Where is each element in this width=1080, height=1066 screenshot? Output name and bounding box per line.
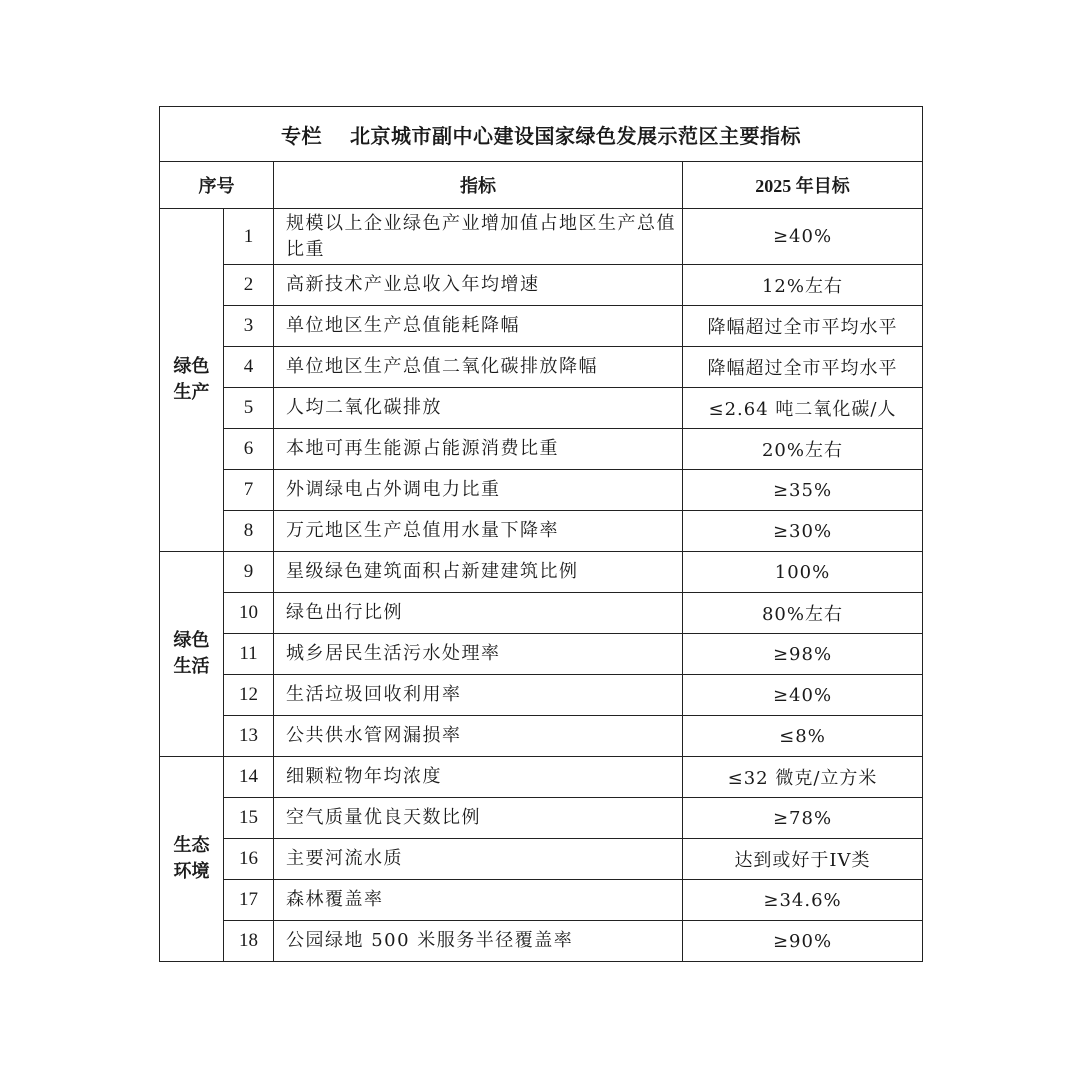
row-number: 15 bbox=[224, 798, 274, 839]
row-target: ≥35% bbox=[683, 470, 923, 511]
row-number: 17 bbox=[224, 880, 274, 921]
row-number: 14 bbox=[224, 757, 274, 798]
row-indicator: 绿色出行比例 bbox=[274, 593, 683, 634]
category-line2: 生活 bbox=[173, 656, 210, 677]
row-number: 7 bbox=[224, 470, 274, 511]
category-line1: 绿色 bbox=[173, 356, 210, 377]
category-line2: 环境 bbox=[173, 861, 210, 882]
table-row bbox=[160, 347, 923, 388]
row-target: ≥34.6% bbox=[683, 880, 923, 921]
row-target: ≤8% bbox=[683, 716, 923, 757]
row-indicator: 生活垃圾回收利用率 bbox=[274, 675, 683, 716]
table-row bbox=[160, 798, 923, 839]
row-target: ≥40% bbox=[683, 675, 923, 716]
row-number: 5 bbox=[224, 388, 274, 429]
row-indicator: 森林覆盖率 bbox=[274, 880, 683, 921]
row-target: 降幅超过全市平均水平 bbox=[683, 306, 923, 347]
table-row bbox=[160, 552, 923, 593]
category-line1: 绿色 bbox=[173, 630, 210, 651]
row-indicator: 本地可再生能源占能源消费比重 bbox=[274, 429, 683, 470]
row-number: 6 bbox=[224, 429, 274, 470]
row-number: 9 bbox=[224, 552, 274, 593]
table-row bbox=[160, 921, 923, 962]
category-cell bbox=[160, 757, 224, 962]
table-row bbox=[160, 306, 923, 347]
row-indicator: 主要河流水质 bbox=[274, 839, 683, 880]
row-number: 11 bbox=[224, 634, 274, 675]
row-target: 达到或好于IV类 bbox=[683, 839, 923, 880]
table-row bbox=[160, 209, 923, 265]
category-cell bbox=[160, 552, 224, 757]
row-indicator: 城乡居民生活污水处理率 bbox=[274, 634, 683, 675]
table-row bbox=[160, 593, 923, 634]
row-indicator: 空气质量优良天数比例 bbox=[274, 798, 683, 839]
row-indicator: 星级绿色建筑面积占新建建筑比例 bbox=[274, 552, 683, 593]
header-indicator: 指标 bbox=[274, 162, 683, 209]
table-row bbox=[160, 634, 923, 675]
row-target: 80%左右 bbox=[683, 593, 923, 634]
row-target: ≥78% bbox=[683, 798, 923, 839]
header-seq: 序号 bbox=[160, 162, 274, 209]
category-line2: 生产 bbox=[173, 382, 210, 403]
row-number: 8 bbox=[224, 511, 274, 552]
row-indicator: 公园绿地 500 米服务半径覆盖率 bbox=[274, 921, 683, 962]
table-row bbox=[160, 429, 923, 470]
row-target: ≥90% bbox=[683, 921, 923, 962]
row-target: ≤32 微克/立方米 bbox=[683, 757, 923, 798]
table-row bbox=[160, 388, 923, 429]
indicators-table bbox=[159, 106, 923, 962]
row-number: 10 bbox=[224, 593, 274, 634]
table-row bbox=[160, 511, 923, 552]
table-row bbox=[160, 675, 923, 716]
row-indicator: 公共供水管网漏损率 bbox=[274, 716, 683, 757]
header-row bbox=[160, 162, 923, 209]
table-row bbox=[160, 839, 923, 880]
row-target: 降幅超过全市平均水平 bbox=[683, 347, 923, 388]
table-title bbox=[160, 107, 923, 162]
row-number: 2 bbox=[224, 265, 274, 306]
table-row bbox=[160, 880, 923, 921]
category-cell bbox=[160, 209, 224, 552]
row-target: 20%左右 bbox=[683, 429, 923, 470]
row-number: 3 bbox=[224, 306, 274, 347]
table-row bbox=[160, 716, 923, 757]
table-row bbox=[160, 757, 923, 798]
row-indicator: 万元地区生产总值用水量下降率 bbox=[274, 511, 683, 552]
title-main: 北京城市副中心建设国家绿色发展示范区主要指标 bbox=[350, 123, 801, 148]
row-number: 12 bbox=[224, 675, 274, 716]
header-target: 2025 年目标 bbox=[683, 162, 923, 209]
title-prefix: 专栏 bbox=[281, 123, 322, 148]
table-body bbox=[160, 209, 923, 962]
row-target: 12%左右 bbox=[683, 265, 923, 306]
row-number: 18 bbox=[224, 921, 274, 962]
row-number: 16 bbox=[224, 839, 274, 880]
row-indicator: 外调绿电占外调电力比重 bbox=[274, 470, 683, 511]
row-indicator: 单位地区生产总值能耗降幅 bbox=[274, 306, 683, 347]
table-row bbox=[160, 265, 923, 306]
row-number: 4 bbox=[224, 347, 274, 388]
row-target: 100% bbox=[683, 552, 923, 593]
row-indicator: 规模以上企业绿色产业增加值占地区生产总值比重 bbox=[274, 209, 683, 265]
table-row bbox=[160, 470, 923, 511]
row-indicator: 单位地区生产总值二氧化碳排放降幅 bbox=[274, 347, 683, 388]
category-line1: 生态 bbox=[173, 835, 210, 856]
row-indicator: 高新技术产业总收入年均增速 bbox=[274, 265, 683, 306]
row-target: ≥40% bbox=[683, 209, 923, 265]
row-indicator: 细颗粒物年均浓度 bbox=[274, 757, 683, 798]
row-target: ≥98% bbox=[683, 634, 923, 675]
row-number: 13 bbox=[224, 716, 274, 757]
row-indicator: 人均二氧化碳排放 bbox=[274, 388, 683, 429]
row-number: 1 bbox=[224, 209, 274, 265]
row-target: ≤2.64 吨二氧化碳/人 bbox=[683, 388, 923, 429]
row-target: ≥30% bbox=[683, 511, 923, 552]
